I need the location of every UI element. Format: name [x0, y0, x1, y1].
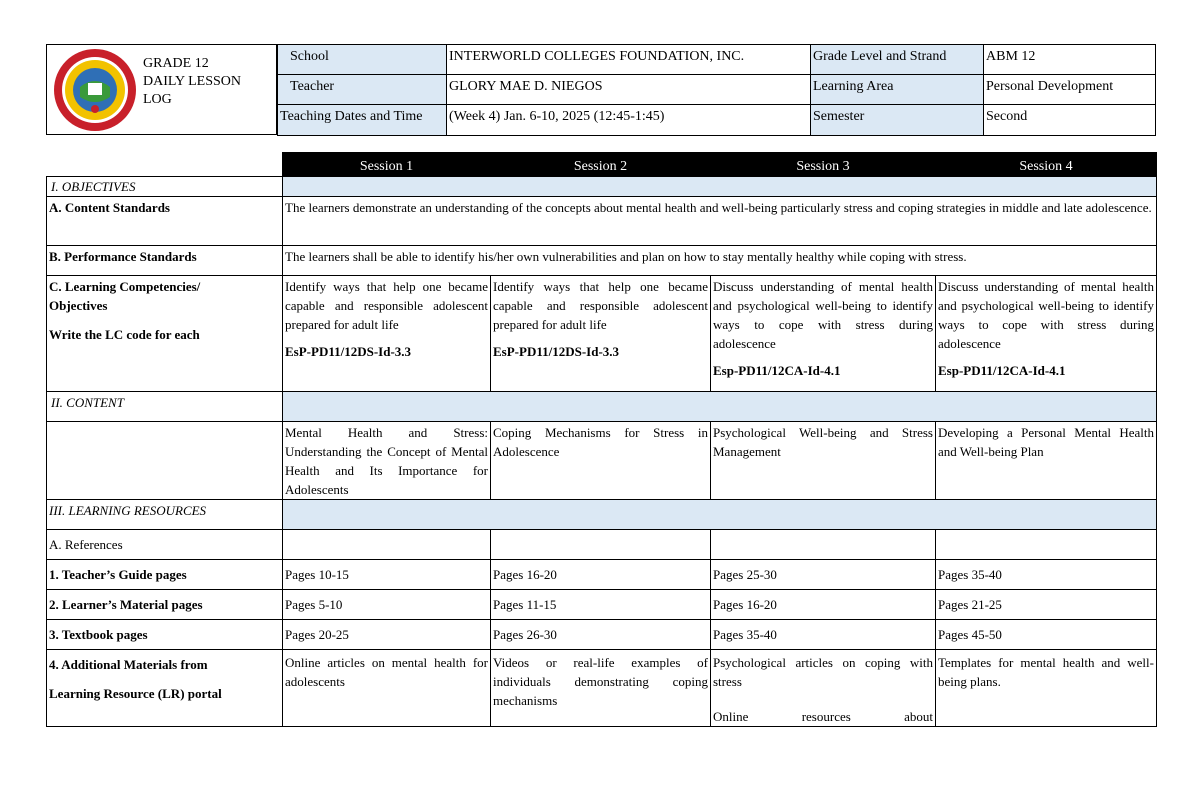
content-standards-label: A. Content Standards — [47, 197, 283, 246]
competencies-label-line-3: Write the LC code for each — [49, 327, 200, 342]
dates-label: Teaching Dates and Time — [278, 105, 447, 136]
competency-session-1 — [283, 276, 491, 392]
lm-session-3: Pages 16-20 — [711, 590, 936, 620]
school-value: INTERWORLD COLLEGES FOUNDATION, INC. — [447, 45, 811, 75]
semester-label: Semester — [811, 105, 984, 136]
tb-session-1: Pages 20-25 — [283, 620, 491, 650]
title-line-3: LOG — [143, 92, 172, 107]
content-topic-4: Developing a Personal Mental Health and Well-being Plan — [936, 422, 1157, 500]
objectives-blue-band — [283, 177, 1157, 197]
tg-session-4: Pages 35-40 — [936, 560, 1157, 590]
grade-label: Grade Level and Strand — [811, 45, 984, 75]
grade-value: ABM 12 — [984, 45, 1156, 75]
lm-session-1: Pages 5-10 — [283, 590, 491, 620]
content-topic-3: Psychological Well-being and Stress Management — [711, 422, 936, 500]
references-cell-3 — [711, 530, 936, 560]
resources-heading: III. LEARNING RESOURCES — [47, 500, 283, 530]
dates-value: (Week 4) Jan. 6-10, 2025 (12:45-1:45) — [447, 105, 811, 136]
area-label: Learning Area — [811, 75, 984, 105]
performance-standards-text: The learners shall be able to identify his/her own vulnerabilities and plan on how to stay mentally healthy while coping with stress. — [283, 246, 1157, 276]
add-session-3 — [711, 650, 936, 727]
objectives-heading: I. OBJECTIVES — [47, 177, 283, 197]
competency-session-3 — [711, 276, 936, 392]
tg-session-1: Pages 10-15 — [283, 560, 491, 590]
competency-text: Identify ways that help one became capable and responsible adolescent prepared for adult life — [493, 279, 708, 332]
content-heading: II. CONTENT — [47, 392, 283, 422]
session-1-header: Session 1 — [283, 153, 491, 177]
content-topic-1: Mental Health and Stress: Understanding the Concept of Mental Health and Its Importance for Adolescents — [283, 422, 491, 500]
tg-session-2: Pages 16-20 — [491, 560, 711, 590]
learners-material-label: 2. Learner’s Material pages — [47, 590, 283, 620]
content-empty-label — [47, 422, 283, 500]
competencies-label — [47, 276, 283, 392]
add-session-3-extra: Online resources about — [713, 709, 933, 724]
lm-session-4: Pages 21-25 — [936, 590, 1157, 620]
references-cell-2 — [491, 530, 711, 560]
competency-session-2 — [491, 276, 711, 392]
add-session-4: Templates for mental health and well-being plans. — [936, 650, 1157, 727]
references-cell-1 — [283, 530, 491, 560]
title-line-2: DAILY LESSON — [143, 74, 242, 89]
header-info-table — [277, 44, 1156, 136]
add-session-3-text: Psychological articles on coping with stress — [713, 655, 933, 689]
session-4-header: Session 4 — [936, 153, 1157, 177]
competencies-label-line-2: Objectives — [49, 298, 108, 313]
area-value: Personal Development — [984, 75, 1156, 105]
session-header-row — [47, 153, 1157, 177]
competency-text: Discuss understanding of mental health and psychological well-being to identify ways to cope with stress during adolescence — [713, 279, 933, 351]
competency-code: EsP-PD11/12DS-Id-3.3 — [493, 344, 620, 359]
references-cell-4 — [936, 530, 1157, 560]
tb-session-3: Pages 35-40 — [711, 620, 936, 650]
competencies-label-line-1: C. Learning Competencies/ — [49, 279, 201, 294]
title-line-1: GRADE 12 — [143, 56, 209, 71]
teachers-guide-label: 1. Teacher’s Guide pages — [47, 560, 283, 590]
lesson-table — [46, 152, 1157, 727]
references-label: A. References — [47, 530, 283, 560]
competency-code: Esp-PD11/12CA-Id-4.1 — [713, 363, 841, 378]
textbook-label: 3. Textbook pages — [47, 620, 283, 650]
semester-value: Second — [984, 105, 1156, 136]
content-standards-text: The learners demonstrate an understanding of the concepts about mental health and well-being particularly stress and coping strategies in middle and late adolescence. — [283, 197, 1157, 246]
content-topic-2: Coping Mechanisms for Stress in Adolescence — [491, 422, 711, 500]
competency-code: EsP-PD11/12DS-Id-3.3 — [285, 344, 412, 359]
add-session-2: Videos or real-life examples of individuals demonstrating coping mechanisms — [491, 650, 711, 727]
teacher-label: Teacher — [278, 75, 447, 105]
add-session-1: Online articles on mental health for adolescents — [283, 650, 491, 727]
additional-label-line-2: Learning Resource (LR) portal — [49, 686, 222, 701]
competency-code: Esp-PD11/12CA-Id-4.1 — [938, 363, 1066, 378]
competency-text: Identify ways that help one became capable and responsible adolescent prepared for adult life — [285, 279, 488, 332]
lm-session-2: Pages 11-15 — [491, 590, 711, 620]
performance-standards-label: B. Performance Standards — [47, 246, 283, 276]
competency-session-4 — [936, 276, 1157, 392]
competency-text: Discuss understanding of mental health and psychological well-being to identify ways to cope with stress during adolescence — [938, 279, 1154, 351]
header-logo-cell — [46, 44, 277, 135]
additional-materials-label — [47, 650, 283, 727]
tg-session-3: Pages 25-30 — [711, 560, 936, 590]
session-2-header: Session 2 — [491, 153, 711, 177]
school-label: School — [278, 45, 447, 75]
session-3-header: Session 3 — [711, 153, 936, 177]
tb-session-2: Pages 26-30 — [491, 620, 711, 650]
school-seal-icon — [52, 47, 138, 133]
tb-session-4: Pages 45-50 — [936, 620, 1157, 650]
additional-label-line-1: 4. Additional Materials from — [49, 657, 208, 672]
teacher-value: GLORY MAE D. NIEGOS — [447, 75, 811, 105]
resources-blue-band — [283, 500, 1157, 530]
content-blue-band — [283, 392, 1157, 422]
